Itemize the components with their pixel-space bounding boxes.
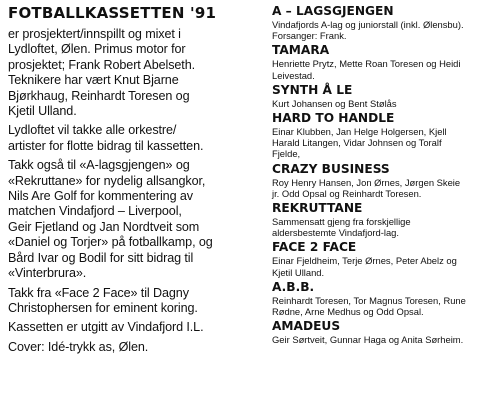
artist-name: A – LAGSGJENGEN — [272, 4, 394, 18]
artist-section — [272, 319, 496, 345]
artist-members: Roy Henry Hansen, Jon Ørnes, Jørgen Skeie jr. Odd Opsal og Reinhardt Toresen. — [272, 176, 461, 199]
main-title: FOTBALLKASSETTEN '91 — [8, 4, 217, 22]
artist-name: HARD TO HANDLE — [272, 111, 395, 126]
credits-paragraph-production: er prosjektert/innspillt og mixet i Lydloftet, Ølen. Primus motor for prosjektet; Frank Robert Abelseth. Teknikere har vært Knut Bjarne Bjørkhaug, Reinhardt Toresen og Kjetil Ulland. — [8, 27, 196, 119]
artist-name: REKRUTTANE — [272, 201, 363, 216]
artist-section — [272, 43, 496, 80]
artist-members: Sammensatt gjeng fra forskjellige aldersbestemte Vindafjord-lag. — [272, 216, 411, 239]
credits-paragraph-thanks-contributors: Takk også til «A-lagsgjengen» og «Rekruttane» for nydelig allsangkor, Nils Are Golf for kommentering av matchen Vindafjord – Liverpool, Geir Fjetland og Jan Nordtveit som «Daniel og Torjer» på fotballkamp, og Bård Ivar og Bodil for sitt bidrag til «Vinterbrura». — [8, 158, 213, 281]
artist-name: FACE 2 FACE — [272, 240, 357, 255]
artist-name: SYNTH Å LE — [272, 82, 353, 97]
artist-members: Einar Klubben, Jan Helge Holgersen, Kjell Harald Litangen, Vidar Johnsen og Toralf Fjelde, — [272, 126, 447, 160]
artist-name: A.B.B. — [272, 279, 315, 294]
credits-column — [8, 4, 266, 359]
artist-section — [272, 4, 496, 41]
artists-column — [272, 4, 496, 347]
artist-section — [272, 280, 496, 317]
artist-name: TAMARA — [272, 43, 330, 58]
artist-section — [272, 240, 496, 277]
credits-paragraph-publisher: Kassetten er utgitt av Vindafjord I.L. — [8, 320, 204, 335]
credits-paragraph-thanks-backing: Takk fra «Face 2 Face» til Dagny Christophersen for eminent koring. — [8, 285, 198, 315]
artist-members: Geir Sørtveit, Gunnar Haga og Anita Sørheim. — [272, 334, 464, 346]
artist-name: CRAZY BUSINESS — [272, 161, 390, 176]
artist-section — [272, 201, 496, 238]
artist-section — [272, 162, 496, 199]
credits-paragraph-thanks-artists: Lydloftet vil takke alle orkestre/ artister for flotte bidrag til kassetten. — [8, 123, 204, 153]
artist-section — [272, 83, 496, 109]
credits-paragraph-cover: Cover: Idé-trykk as, Ølen. — [8, 339, 149, 354]
artist-section — [272, 111, 496, 160]
artist-members: Einar Fjeldheim, Terje Ørnes, Peter Abelz og Kjetil Ulland. — [272, 255, 457, 278]
artist-members: Vindafjords A-lag og juniorstall (inkl. Ølensbu). Forsanger: Frank. — [272, 19, 464, 42]
artist-members: Kurt Johansen og Bent Stølås — [272, 97, 397, 109]
artist-name: AMADEUS — [272, 319, 341, 334]
artist-members: Henriette Prytz, Mette Roan Toresen og Heidi Leivestad. — [272, 58, 461, 81]
artist-members: Reinhardt Toresen, Tor Magnus Toresen, Rune Rødne, Arne Medhus og Odd Opsal. — [272, 294, 466, 318]
